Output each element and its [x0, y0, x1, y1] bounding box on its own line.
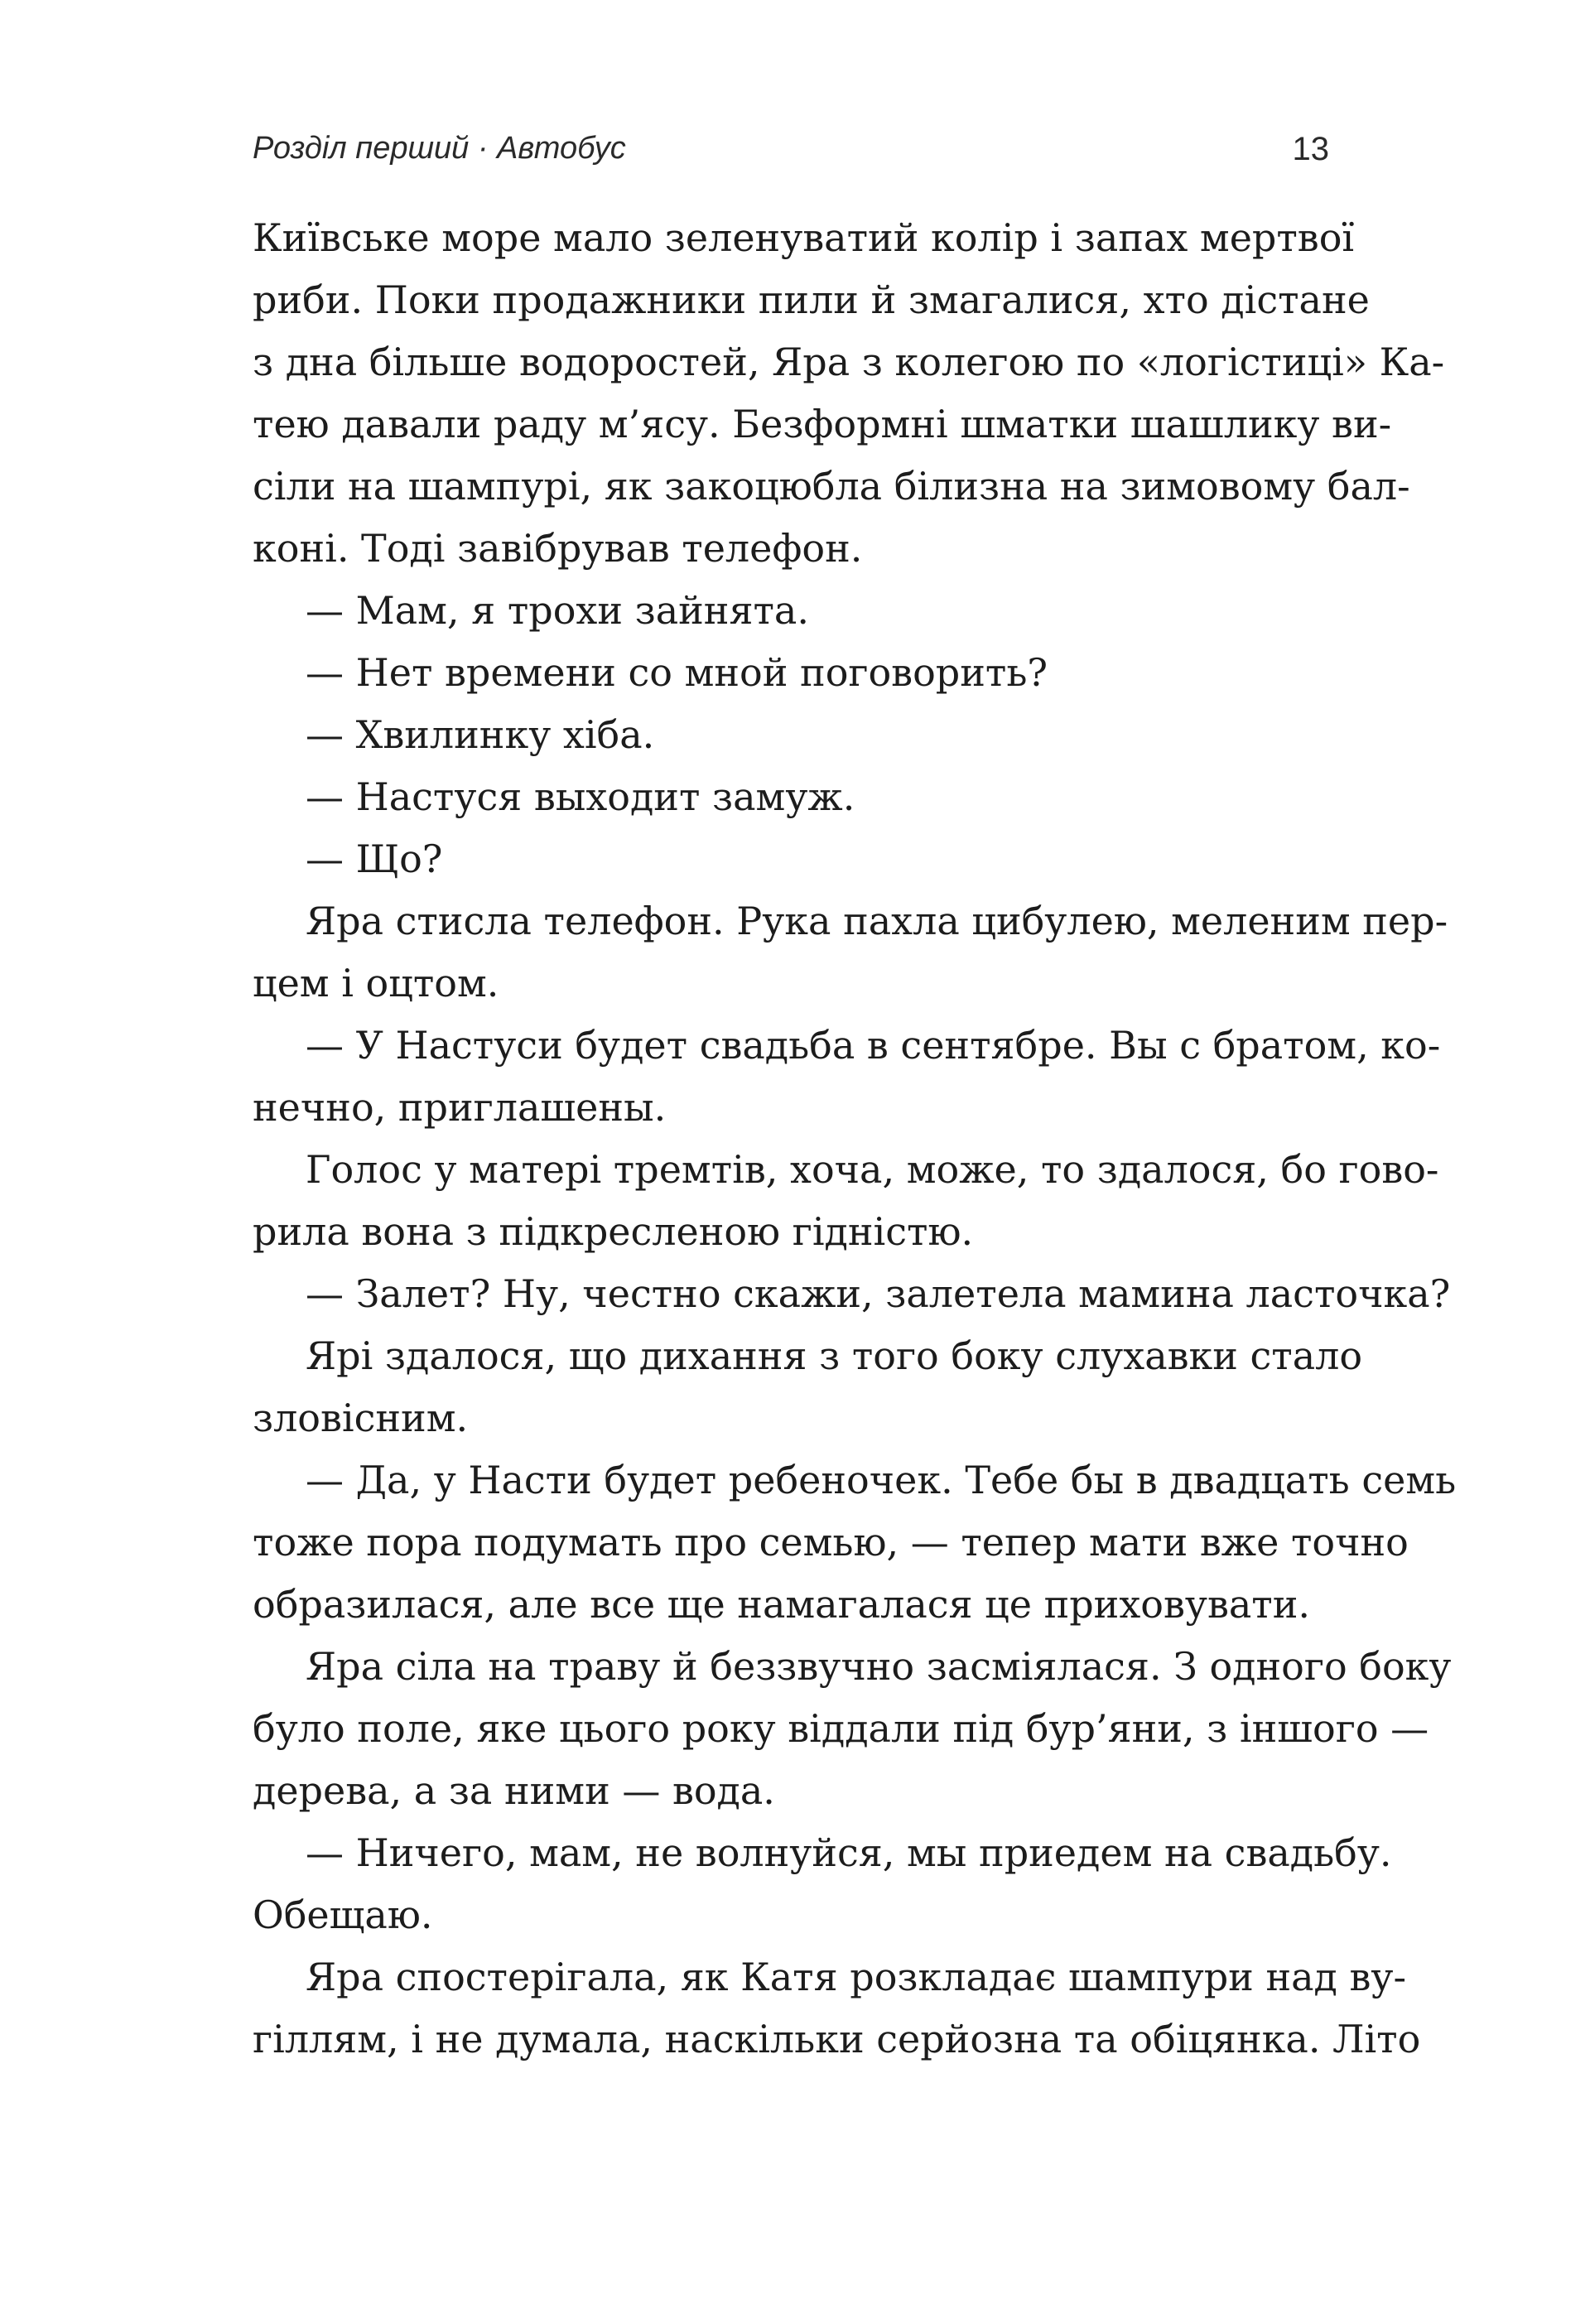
body-text [253, 207, 1457, 2211]
text-line: — Да, у Насти будет ребеночек. Тебе бы в двадцать семь [306, 1458, 1457, 1502]
chapter-title: Розділ перший · Автобус [253, 131, 626, 166]
text-line: образилася, але все ще намагалася це приховувати. [253, 1582, 1310, 1627]
text-line: Голос у матері тремтів, хоча, може, то здалося, бо гово- [306, 1147, 1439, 1192]
text-line: зловісним. [253, 1396, 469, 1440]
text-line: Обещаю. [253, 1892, 433, 1937]
text-line: рила вона з підкресленою гідністю. [253, 1209, 974, 1254]
text-line: Яра стисла телефон. Рука пахла цибулею, меленим пер- [306, 899, 1448, 943]
text-line: було поле, яке цього року віддали під бур’яни, з іншого — [253, 1706, 1429, 1751]
text-line: тею давали раду м’ясу. Безформні шматки шашлику ви- [253, 402, 1392, 446]
text-line: Яра сіла на траву й беззвучно засміялася. З одного боку [306, 1644, 1452, 1689]
text-line: коні. Тоді завібрував телефон. [253, 526, 863, 571]
text-line: сіли на шампурі, як закоцюбла білизна на зимовому бал- [253, 464, 1410, 509]
text-line: цем і оцтом. [253, 961, 499, 1005]
text-line: — Мам, я трохи зайнята. [306, 588, 809, 633]
text-line: Яра спостерігала, як Катя розкладає шампури над ву- [306, 1955, 1406, 1999]
text-line: — Настуся выходит замуж. [306, 774, 855, 819]
text-line: — Нет времени со мной поговорить? [306, 650, 1048, 695]
text-line: гіллям, і не думала, наскільки серйозна та обіцянка. Літо [253, 2017, 1421, 2061]
text-line: — Ничего, мам, не волнуйся, мы приедем на свадьбу. [306, 1830, 1392, 1875]
text-line: — Залет? Ну, честно скажи, залетела мамина ласточка? [306, 1271, 1451, 1316]
text-line: риби. Поки продажники пили й змагалися, хто дістане [253, 277, 1370, 322]
text-line: — Що? [306, 837, 443, 881]
text-line: дерева, а за ними — вода. [253, 1768, 775, 1813]
text-line: нечно, приглашены. [253, 1085, 667, 1130]
text-line: Київське море мало зеленуватий колір і запах мертвої [253, 215, 1355, 260]
text-line: — У Настуси будет свадьба в сентябре. Вы с братом, ко- [306, 1023, 1441, 1068]
text-line: з дна більше водоростей, Яра з колегою по «логістиці» Ка- [253, 340, 1445, 384]
page-number: 13 [1292, 131, 1329, 167]
text-line: — Хвилинку хіба. [306, 712, 655, 757]
running-header [253, 124, 1329, 182]
text-line: Ярі здалося, що дихання з того боку слухавки стало [306, 1333, 1363, 1378]
text-line: тоже пора подумать про семью, — тепер мати вже точно [253, 1520, 1409, 1565]
